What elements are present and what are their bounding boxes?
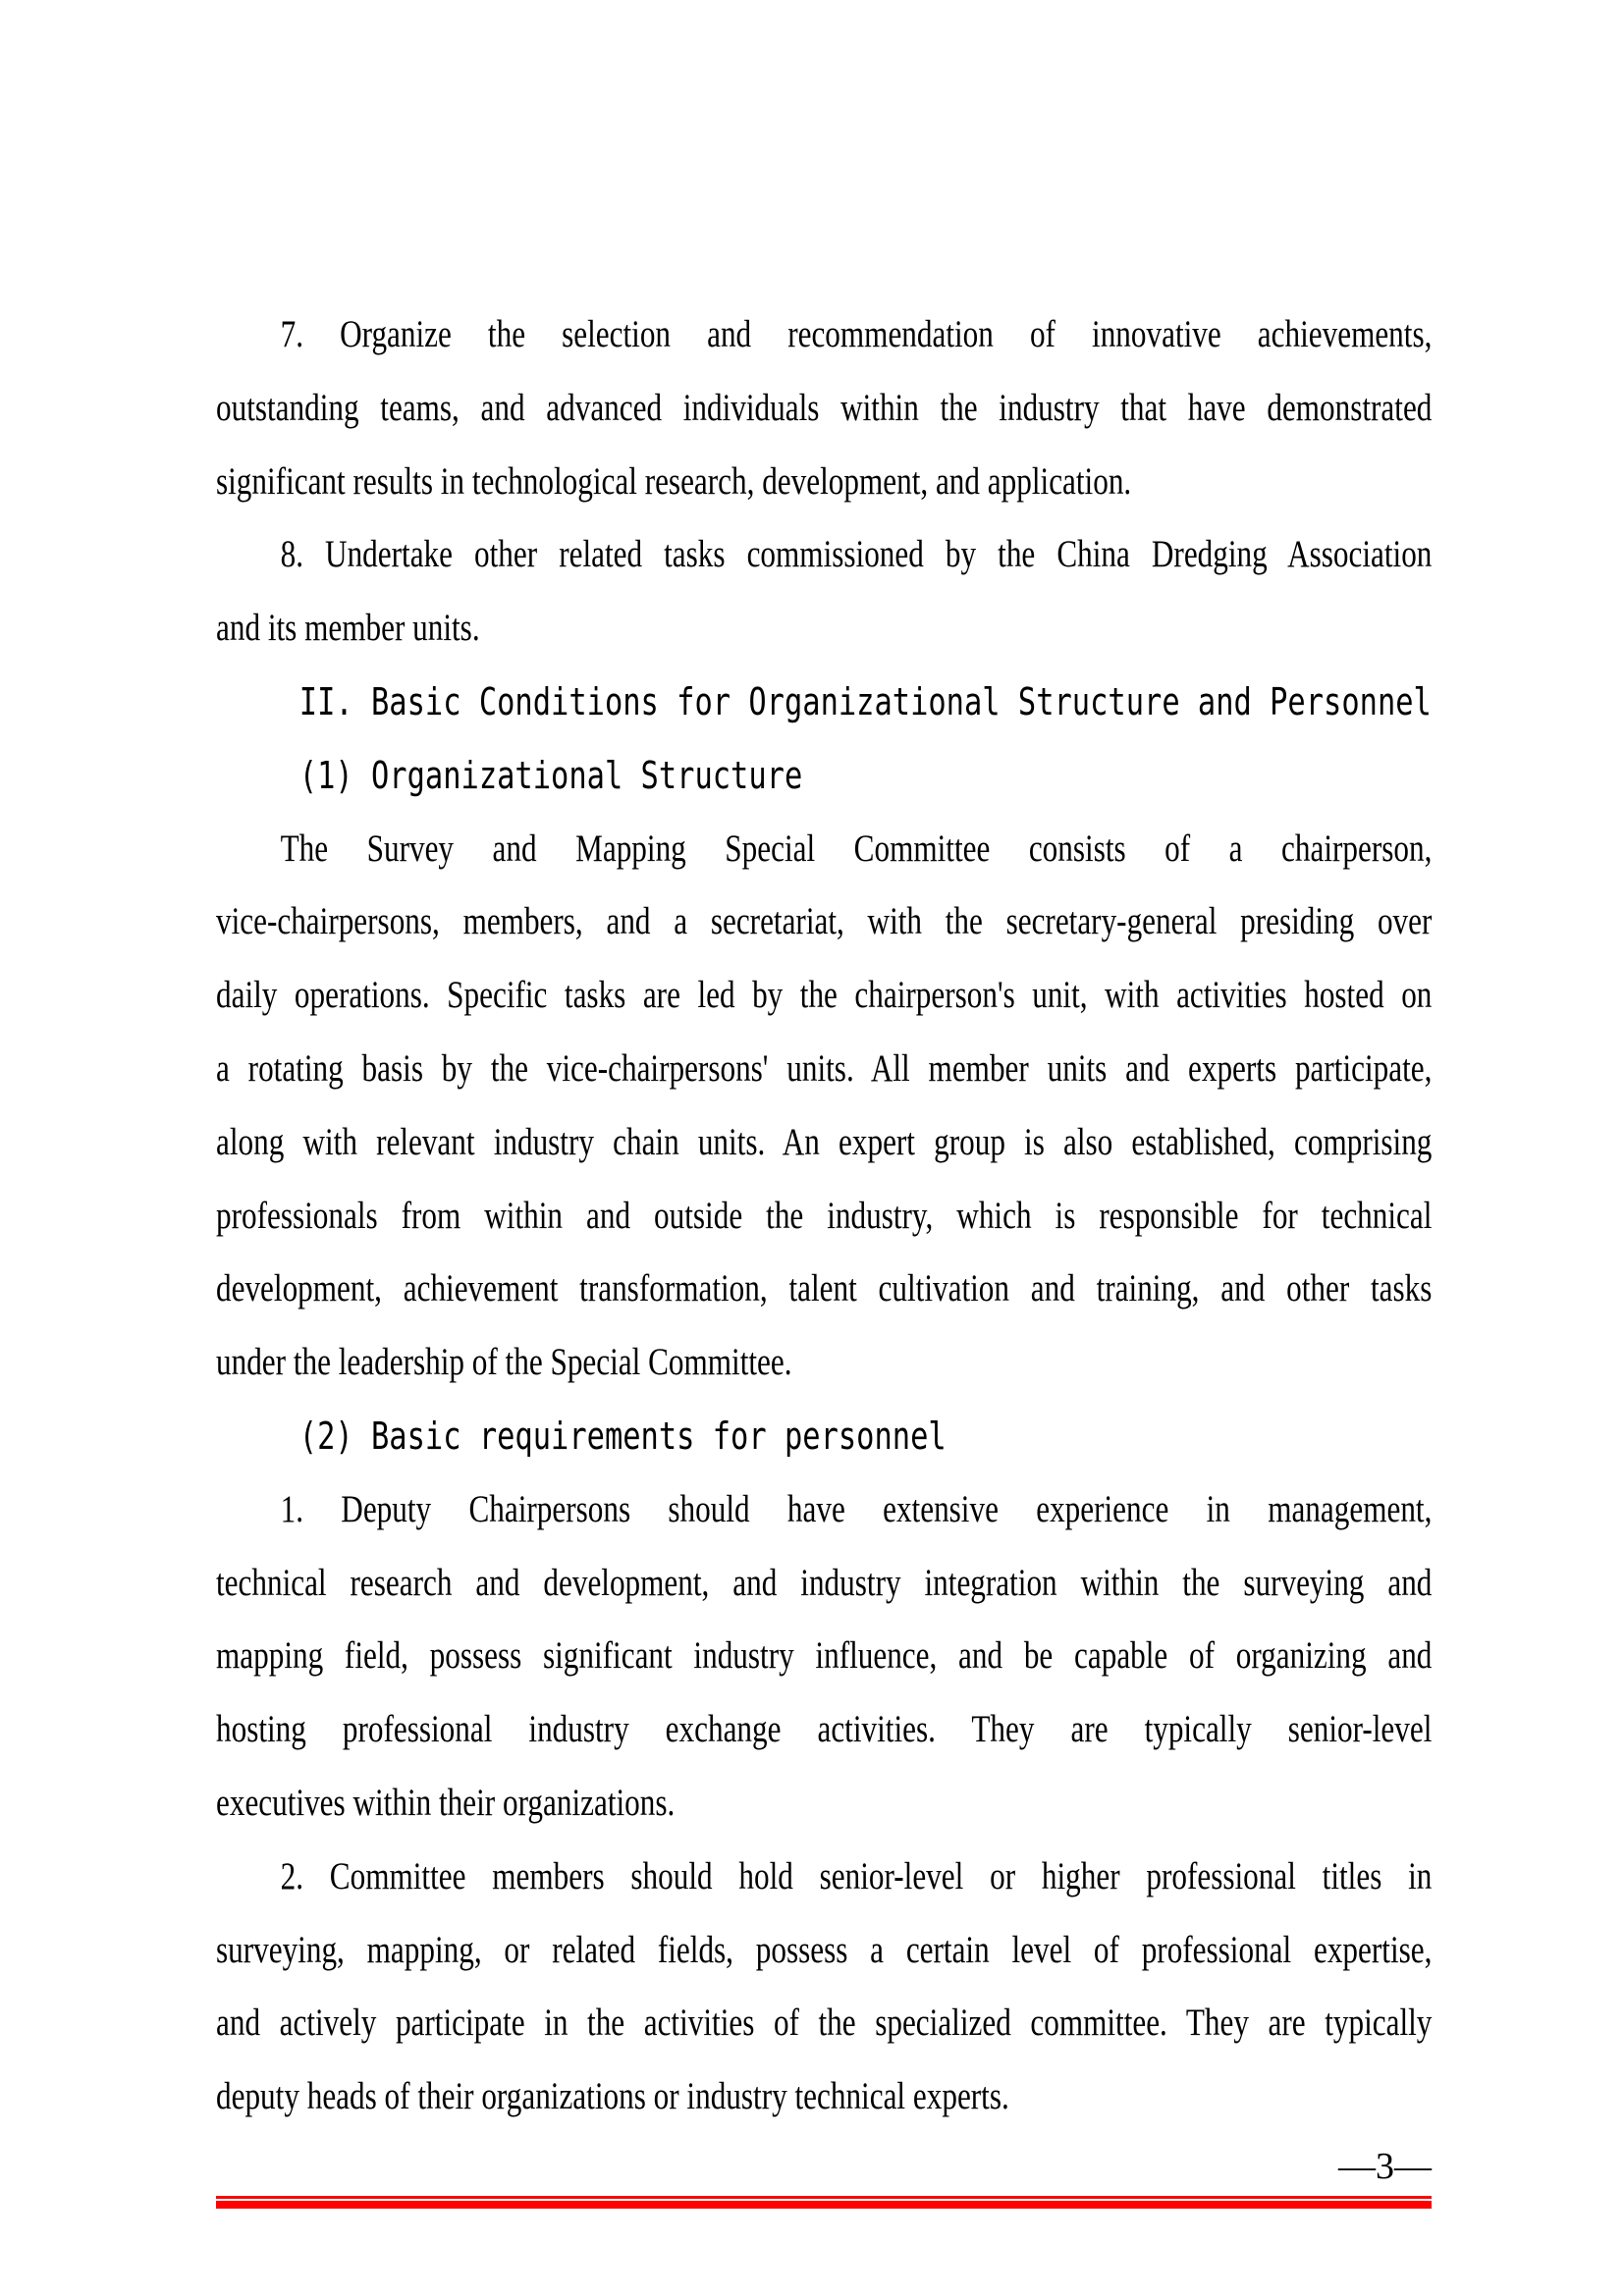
document-body: [216, 298, 1624, 2134]
text-line: vice-chairpersons, members, and a secretariat, with the secretary-general presiding over: [216, 900, 1433, 943]
text-line: hosting professional industry exchange activities. They are typically senior-level: [216, 1708, 1433, 1751]
text-line: deputy heads of their organizations or industry technical experts.: [216, 2075, 1009, 2118]
text-line: 1. Deputy Chairpersons should have extensive experience in management,: [280, 1487, 1433, 1530]
text-line: 8. Undertake other related tasks commissioned by the China Dredging Association: [280, 533, 1433, 576]
text-line: mapping field, possess significant industry influence, and be capable of organizing and: [216, 1634, 1433, 1678]
text-line: executives within their organizations.: [216, 1781, 676, 1824]
text-line: The Survey and Mapping Special Committee consists of a chairperson,: [280, 827, 1433, 870]
page-number: —3—: [1338, 2146, 1432, 2187]
text-line: professionals from within and outside the industry, which is responsible for technical: [216, 1194, 1433, 1237]
text-line: daily operations. Specific tasks are led by the chairperson's unit, with activities hosted on: [216, 974, 1433, 1017]
text-line: 2. Committee members should hold senior-level or higher professional titles in: [280, 1854, 1433, 1897]
text-line: significant results in technological research, development, and application.: [216, 459, 1132, 503]
text-line: under the leadership of the Special Committee.: [216, 1341, 792, 1384]
text-line: and actively participate in the activities of the specialized committee. They are typically: [216, 2002, 1433, 2045]
section-heading: (1) Organizational Structure: [298, 753, 803, 797]
text-line: a rotating basis by the vice-chairpersons' units. All member units and experts participate,: [216, 1046, 1433, 1090]
footer-rule: [216, 2196, 1432, 2209]
text-line: and its member units.: [216, 607, 480, 650]
text-line: surveying, mapping, or related fields, possess a certain level of professional expertise,: [216, 1928, 1433, 1971]
text-line: along with relevant industry chain units. An expert group is also established, comprising: [216, 1120, 1433, 1163]
text-line: outstanding teams, and advanced individuals within the industry that have demonstrated: [216, 386, 1433, 429]
footer-rule-thick-line: [216, 2201, 1432, 2209]
text-line: technical research and development, and industry integration within the surveying and: [216, 1561, 1433, 1604]
section-heading: (2) Basic requirements for personnel: [298, 1414, 947, 1458]
text-line: development, achievement transformation, talent cultivation and training, and other tasks: [216, 1267, 1433, 1310]
section-heading: II. Basic Conditions for Organizational Structure and Personnel: [298, 679, 1432, 723]
text-line: 7. Organize the selection and recommendation of innovative achievements,: [280, 313, 1433, 355]
